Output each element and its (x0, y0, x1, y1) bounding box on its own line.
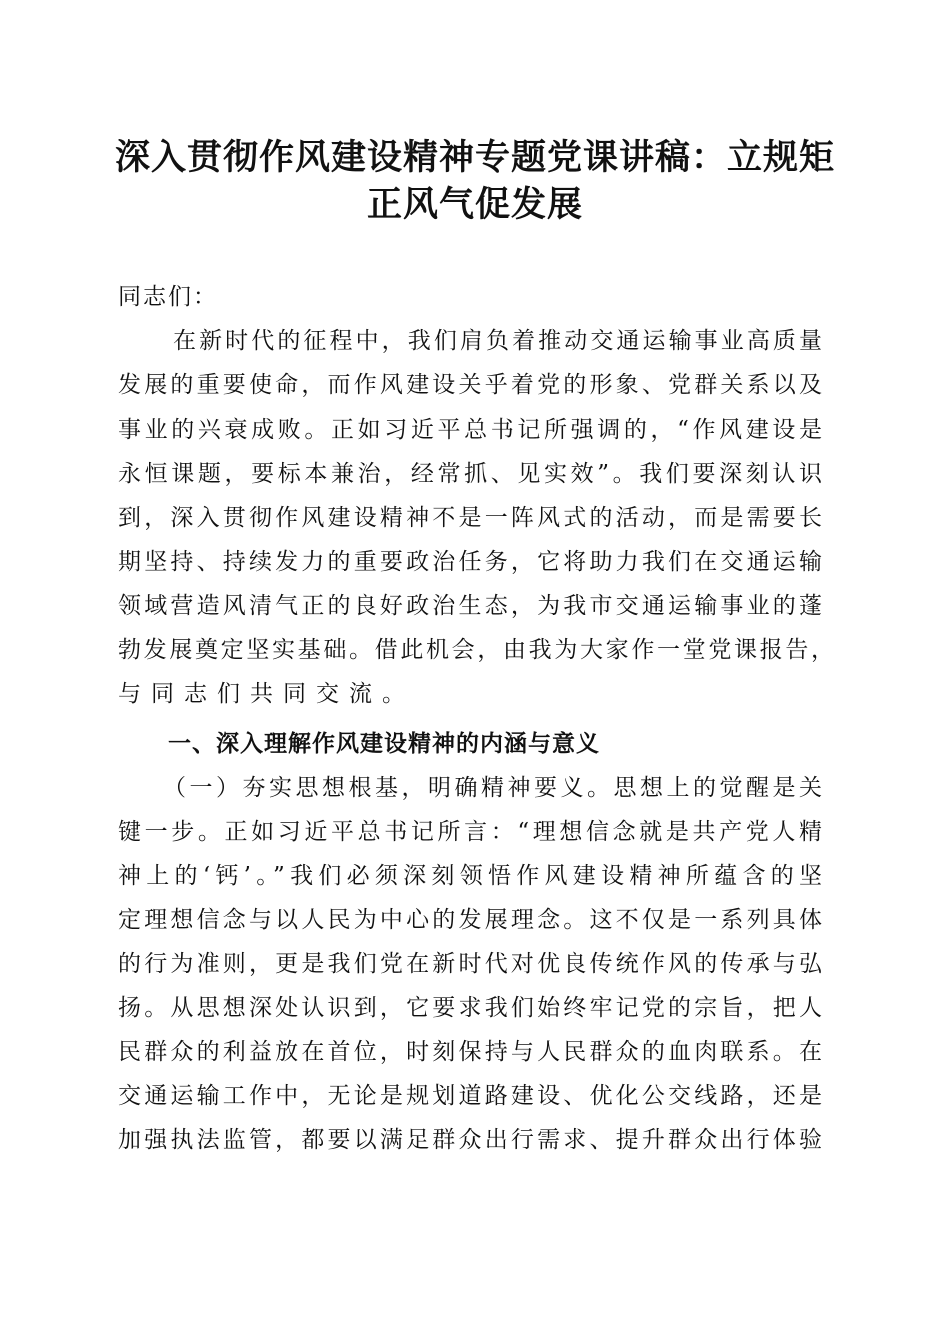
text-line: 民群众的利益放在首位，时刻保持与人民群众的血肉联系。在 (118, 1039, 822, 1065)
text-line: 神上的‘钙’。”我们必须深刻领悟作风建设精神所蕴含的坚 (118, 863, 822, 889)
document-title-line-2: 正风气促发展 (366, 184, 583, 225)
text-line: 期坚持、持续发力的重要政治任务，它将助力我们在交通运输 (118, 549, 822, 575)
section-heading: 一、深入理解作风建设精神的内涵与意义 (168, 730, 600, 757)
text-line: 永恒课题，要标本兼治，经常抓、见实效”。我们要深刻认识 (118, 461, 822, 487)
text-line: 扬。从思想深处认识到，它要求我们始终牢记党的宗旨，把人 (118, 995, 822, 1021)
text-line: （一）夯实思想根基，明确精神要义。思想上的觉醒是关 (163, 775, 822, 801)
text-line: 与同志们共同交流。 (118, 681, 415, 707)
text-line: 定理想信念与以人民为中心的发展理念。这不仅是一系列具体 (118, 907, 822, 933)
text-line: 到，深入贯彻作风建设精神不是一阵风式的活动，而是需要长 (118, 505, 822, 531)
text-line: 在新时代的征程中，我们肩负着推动交通运输事业高质量 (173, 328, 822, 354)
text-line: 键一步。正如习近平总书记所言：“理想信念就是共产党人精 (118, 819, 822, 845)
document-title-line-1: 深入贯彻作风建设精神专题党课讲稿：立规矩 (114, 137, 835, 178)
text-line: 勃发展奠定坚实基础。借此机会，由我为大家作一堂党课报告， (118, 637, 834, 663)
text-line: 的行为准则，更是我们党在新时代对优良传统作风的传承与弘 (118, 951, 822, 977)
text-line: 交通运输工作中，无论是规划道路建设、优化公交线路，还是 (118, 1083, 822, 1109)
text-line: 发展的重要使命，而作风建设关乎着党的形象、党群关系以及 (118, 372, 822, 398)
salutation: 同志们： (118, 284, 218, 310)
text-line: 加强执法监管，都要以满足群众出行需求、提升群众出行体验 (118, 1127, 822, 1153)
text-line: 事业的兴衰成败。正如习近平总书记所强调的，“作风建设是 (118, 417, 822, 443)
text-line: 领域营造风清气正的良好政治生态，为我市交通运输事业的蓬 (118, 593, 822, 619)
